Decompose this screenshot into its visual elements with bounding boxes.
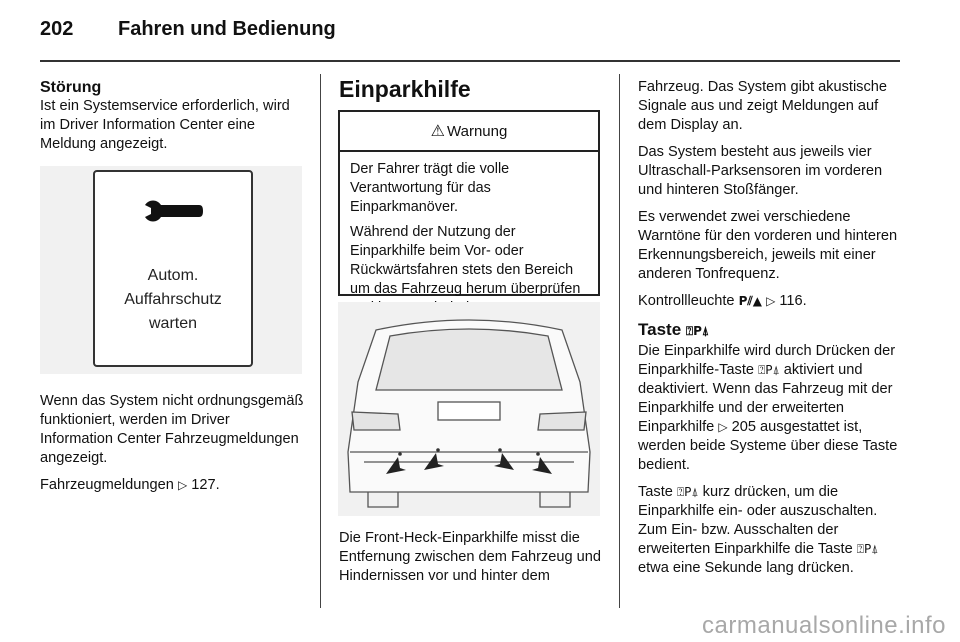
- park-button-icon: ⍰P⍋: [758, 363, 780, 377]
- press-paragraph: [638, 483, 906, 578]
- column-divider-left: [320, 74, 321, 608]
- right-column: [638, 78, 906, 586]
- warning-tones-paragraph: Es verwendet zwei verschiedene Warntöne für den vorderen und hinteren Erkennungsbereich, jeweils mit einer anderen Tonfrequenz.: [638, 209, 898, 282]
- arrow-ref-icon: ▷: [177, 478, 188, 492]
- vehicle-messages-ref: [40, 476, 306, 495]
- dic-line-2: Auffahrschutz: [124, 291, 222, 308]
- front-rear-description: Die Front-Heck-Einparkhilfe misst die Entfernung zwischen dem Fahrzeug und Hindernissen vor und hinter dem: [339, 530, 602, 584]
- einparkhilfe-heading: Einparkhilfe: [339, 76, 471, 102]
- dic-line-3: warten: [148, 315, 198, 332]
- taste-heading-text: Taste: [638, 320, 682, 339]
- activation-ref: 205: [731, 419, 756, 435]
- warning-body: [340, 152, 598, 318]
- park-button-icon: ⍰P⍋: [856, 542, 879, 556]
- arrow-ref-icon: ▷: [718, 420, 728, 434]
- activation-text-b: aktiviert und deaktiviert. Wenn das Fahrzeug mit der Einparkhilfe und der erweiterten Einparkhilfe: [638, 362, 893, 435]
- car-rear-illustration: [338, 302, 600, 516]
- car-rear-drawing: [338, 302, 600, 516]
- ref-page: 127.: [191, 477, 220, 493]
- wrench-icon: [141, 196, 205, 226]
- dic-message: [95, 264, 251, 336]
- warning-para-1: Der Fahrer trägt die volle Verantwortung für das Einparkmanöver.: [350, 161, 510, 215]
- page-number: 202: [40, 18, 74, 40]
- section-title: Fahren und Bedienung: [118, 18, 336, 40]
- warning-label: Warnung: [447, 122, 508, 140]
- activation-text-a: Die Einparkhilfe wird durch Drücken der Einparkhilfe-Taste: [638, 343, 896, 378]
- kontroll-page: 116.: [779, 293, 807, 309]
- middle-column: [339, 75, 601, 103]
- park-button-icon: ⍰P⍋: [676, 485, 699, 499]
- watermark: carmanualsonline.info: [702, 612, 946, 639]
- dic-display: [93, 170, 253, 367]
- activation-paragraph: [638, 342, 906, 475]
- dic-line-1: Autom.: [147, 267, 199, 284]
- warning-header: [340, 112, 598, 152]
- warning-para-2: Während der Nutzung der Einparkhilfe beim Vor- oder Rückwärtsfahren stets den Bereich um das Fahrzeug herum überprüfen: [350, 224, 581, 297]
- column-divider-right: [619, 74, 620, 608]
- press-text-a: Taste: [638, 484, 673, 500]
- press-text-b: kurz drücken, um die Einparkhilfe ein- oder auszuschalten. Zum Ein- bzw. Ausschalten der erweiterten Einparkhilfe die Taste: [638, 484, 878, 557]
- stoerung-heading: Störung: [40, 79, 102, 96]
- park-button-icon: ⍰P⍋: [685, 324, 710, 338]
- service-intro: Ist ein Systemservice erforderlich, wird im Driver Information Center eine Meldung angezeigt.: [40, 98, 290, 152]
- left-column: [40, 78, 306, 162]
- press-text-c: etwa eine Sekunde lang drücken.: [638, 560, 854, 576]
- taste-heading: [638, 319, 906, 342]
- middle-column-caption: [339, 529, 605, 594]
- activation-text-c: ausgestattet ist, werden beide Systeme über diese Taste bedient.: [638, 419, 898, 473]
- kontrollleuchte-ref: [638, 292, 906, 311]
- arrow-ref-icon: ▷: [766, 294, 776, 308]
- malfunction-paragraph: Wenn das System nicht ordnungsgemäß funktioniert, werden im Driver Information Center Fahrzeugmeldungen angezeigt.: [40, 393, 304, 466]
- header-rule: [40, 60, 900, 62]
- warning-triangle-icon: ⚠: [430, 123, 446, 140]
- kontroll-text: Kontrollleuchte: [638, 293, 735, 309]
- ref-text: Fahrzeugmeldungen: [40, 477, 174, 493]
- system-signals-paragraph: Fahrzeug. Das System gibt akustische Signale aus und zeigt Meldungen auf dem Display an.: [638, 79, 888, 133]
- warning-box: [338, 110, 600, 296]
- park-indicator-icon: P⫽▲: [738, 294, 762, 308]
- sensors-paragraph: Das System besteht aus jeweils vier Ultraschall-Parksensoren im vorderen und hinteren Stoßfänger.: [638, 144, 883, 198]
- left-column-lower: [40, 392, 306, 503]
